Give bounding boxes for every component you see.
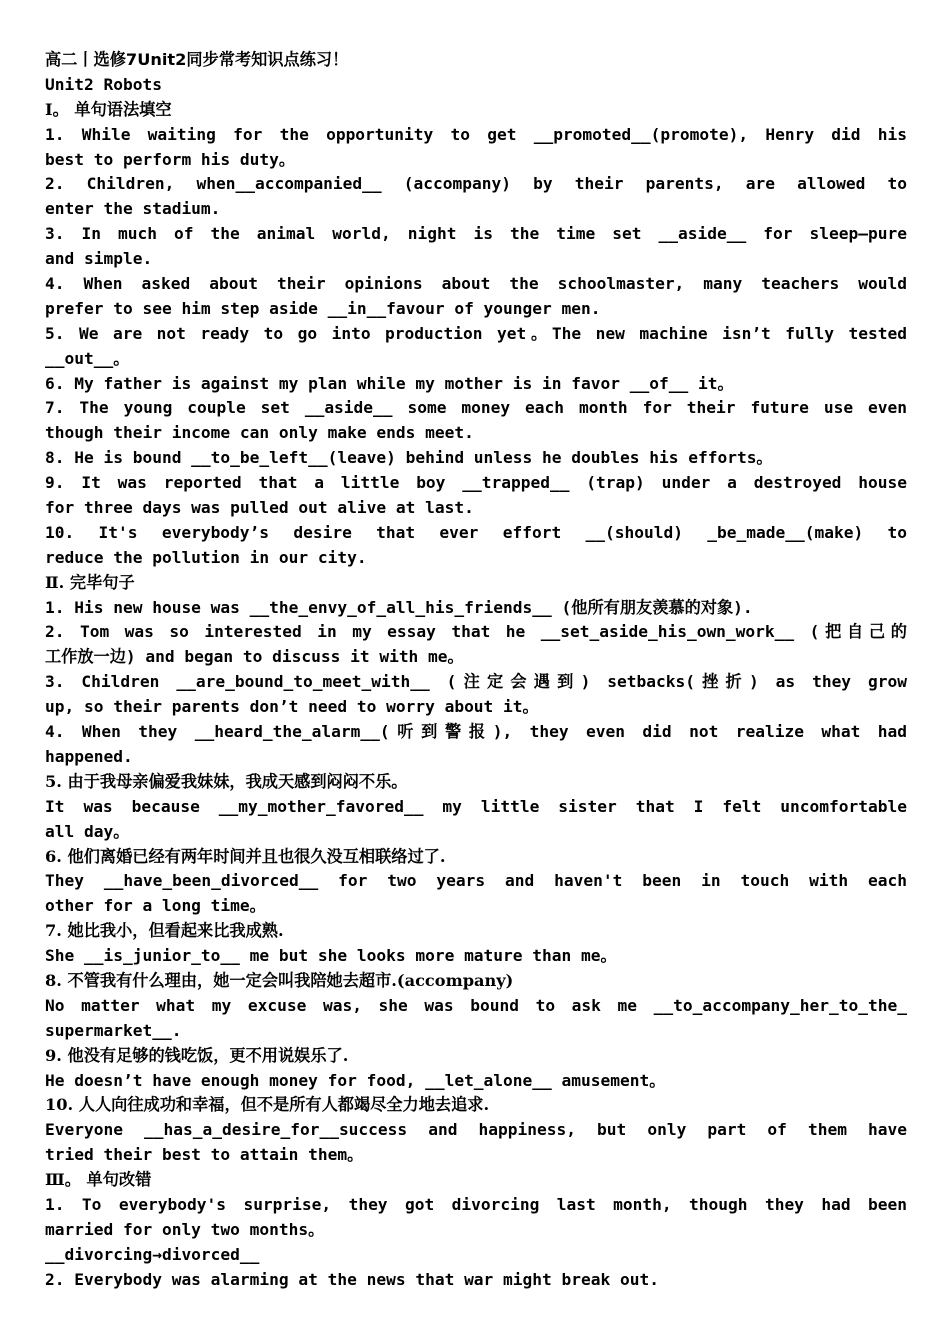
- text-line: all day。: [45, 821, 130, 841]
- text-line: married for only two months。: [45, 1219, 325, 1239]
- text-line: 4. When asked about their opinions about the schoolmaster, many teachers would: [45, 274, 907, 294]
- text-line: 3. In much of the animal world, night is the time set __aside__ for sleep—pure: [45, 224, 907, 244]
- text-line: happened.: [45, 746, 133, 766]
- text-line: 3. Children __are_bound_to_meet_with__ (注定会遇到) setbacks(挫折) as they grow: [45, 672, 907, 692]
- text-line: reduce the pollution in our city.: [45, 547, 367, 567]
- text-line: 9. It was reported that a little boy __trapped__ (trap) under a destroyed house: [45, 473, 907, 493]
- text-line: __out__。: [45, 348, 130, 368]
- text-line: prefer to see him step aside __in__favour of younger men.: [45, 298, 601, 318]
- document-title: 高二丨选修7Unit2同步常考知识点练习！: [45, 50, 349, 69]
- text-line: Unit2 Robots: [45, 74, 162, 94]
- text-line: though their income can only make ends meet.: [45, 423, 474, 443]
- text-line: 4. When they __heard_the_alarm__(听到警报), they even did not realize what had: [45, 722, 907, 742]
- text-line: supermarket__.: [45, 1020, 182, 1040]
- text-line: 2. Tom was so interested in my essay that he __set_aside_his_own_work__ (把自己的: [45, 622, 907, 642]
- text-line: tried their best to attain them。: [45, 1145, 364, 1165]
- text-line: Everyone __has_a_desire_for__success and happiness, but only part of them have: [45, 1120, 907, 1140]
- text-line: up, so their parents don’t need to worry about it。: [45, 697, 539, 717]
- text-line: She __is_junior_to__ me but she looks more mature than me。: [45, 946, 617, 966]
- text-line: 8. He is bound __to_be_left__(leave) behind unless he doubles his efforts。: [45, 448, 773, 468]
- text-line: 工作放一边) and began to discuss it with me。: [45, 647, 464, 667]
- text-line: other for a long time。: [45, 896, 266, 916]
- text-line: 2. Everybody was alarming at the news that war might break out.: [45, 1269, 659, 1289]
- text-line: for three days was pulled out alive at last.: [45, 498, 474, 518]
- text-line: 8. 不管我有什么理由，她一定会叫我陪她去超市.(accompany): [45, 970, 514, 990]
- text-line: Ⅲ。 单句改错: [45, 1170, 152, 1190]
- text-line: 10. It's everybody’s desire that ever effort __(should) _be_made__(make) to: [45, 522, 907, 542]
- text-line: enter the stadium.: [45, 199, 221, 219]
- text-line: 7. 她比我小，但看起来比我成熟.: [45, 921, 284, 941]
- document-page: [45, 48, 907, 1293]
- text-line: Ⅱ. 完毕句子: [45, 572, 135, 592]
- text-line: 10. 人人向往成功和幸福，但不是所有人都竭尽全力地去追求.: [45, 1095, 490, 1115]
- text-line: best to perform his duty。: [45, 149, 296, 169]
- text-line: __divorcing→divorced__: [45, 1244, 260, 1264]
- text-line: 9. 他没有足够的钱吃饭，更不用说娱乐了.: [45, 1045, 349, 1065]
- text-line: and simple.: [45, 249, 153, 269]
- text-line: 1. His new house was __the_envy_of_all_his_friends__ (他所有朋友羡慕的对象).: [45, 597, 753, 617]
- text-line: He doesn’t have enough money for food, __let_alone__ amusement。: [45, 1070, 666, 1090]
- text-line: Ⅰ。 单句语法填空: [45, 99, 172, 119]
- text-line: 2. Children, when__accompanied__ (accompany) by their parents, are allowed to: [45, 174, 907, 194]
- text-line: 5. We are not ready to go into production yet。The new machine isn’t fully tested: [45, 323, 907, 343]
- text-line: 6. My father is against my plan while my mother is in favor __of__ it。: [45, 373, 734, 393]
- text-line: 6. 他们离婚已经有两年时间并且也很久没互相联络过了.: [45, 846, 446, 866]
- text-line: 5. 由于我母亲偏爱我妹妹，我成天感到闷闷不乐。: [45, 771, 408, 791]
- text-line: 7. The young couple set __aside__ some money each month for their future use even: [45, 398, 907, 418]
- text-line: They __have_been_divorced__ for two years and haven't been in touch with each: [45, 871, 907, 891]
- text-line: 1. While waiting for the opportunity to get __promoted__(promote), Henry did his: [45, 124, 907, 144]
- text-line: No matter what my excuse was, she was bound to ask me __to_accompany_her_to_the_: [45, 995, 907, 1015]
- text-line: 1. To everybody's surprise, they got divorcing last month, though they had been: [45, 1194, 907, 1214]
- text-line: It was because __my_mother_favored__ my little sister that I felt uncomfortable: [45, 796, 907, 816]
